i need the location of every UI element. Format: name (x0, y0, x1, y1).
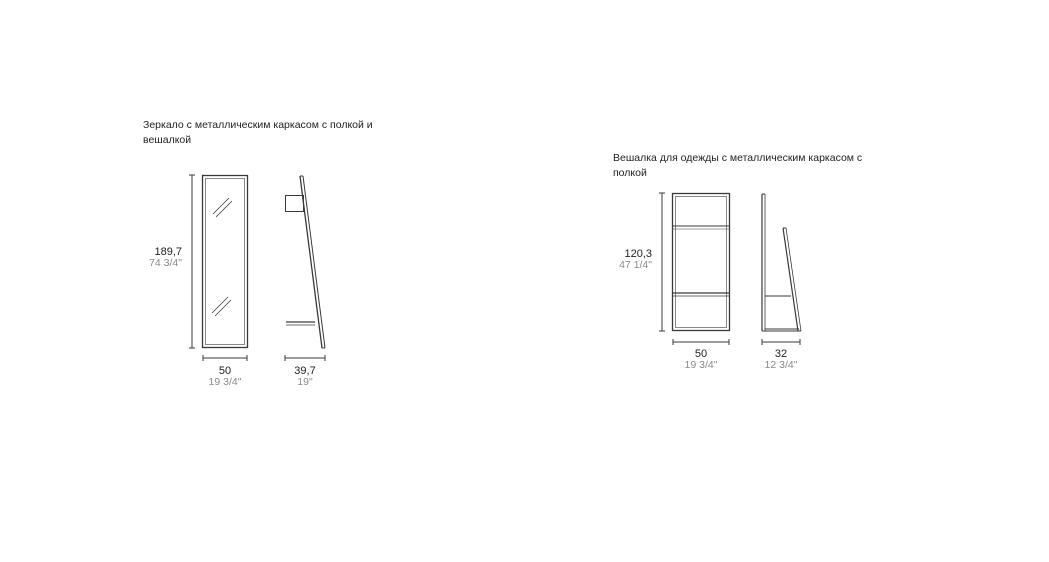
stand-height-cm: 120,3 (624, 248, 652, 260)
stand-front-view (673, 194, 730, 331)
mirror-front-view (203, 176, 248, 348)
stand-height-in: 47 1/4" (619, 259, 652, 271)
mirror-depth-dimension-line (285, 355, 325, 361)
stand-width-in: 19 3/4" (684, 359, 718, 371)
mirror-depth-label (275, 366, 335, 388)
mirror-width-dimension-line (203, 355, 247, 361)
mirror-height-label (130, 247, 182, 269)
stand-width-label (671, 349, 731, 371)
mirror-width-cm: 50 (218, 365, 232, 377)
mirror-title: Зеркало с металлическим каркасом с полкой и вешалкой (143, 119, 373, 146)
mirror-side-view (286, 176, 326, 348)
mirror-height-in: 74 3/4" (149, 257, 182, 269)
stand-width-cm: 50 (694, 348, 708, 360)
stand-side-view (762, 194, 801, 331)
stand-height-label (600, 249, 652, 271)
stand-depth-label (751, 349, 811, 371)
stand-height-dimension-line (659, 193, 665, 331)
stand-depth-cm: 32 (774, 348, 788, 360)
mirror-height-dimension-line (189, 175, 195, 348)
mirror-width-in: 19 3/4" (208, 376, 242, 388)
stand-depth-dimension-line (762, 339, 800, 345)
mirror-width-label (195, 366, 255, 388)
mirror-depth-in: 19" (297, 376, 313, 388)
coat-stand-title: Вешалка для одежды с металлическим каркасом с полкой (613, 152, 863, 179)
mirror-height-cm: 189,7 (154, 246, 182, 258)
stand-depth-in: 12 3/4" (764, 359, 798, 371)
stand-width-dimension-line (673, 339, 729, 345)
mirror-depth-cm: 39,7 (294, 365, 316, 377)
